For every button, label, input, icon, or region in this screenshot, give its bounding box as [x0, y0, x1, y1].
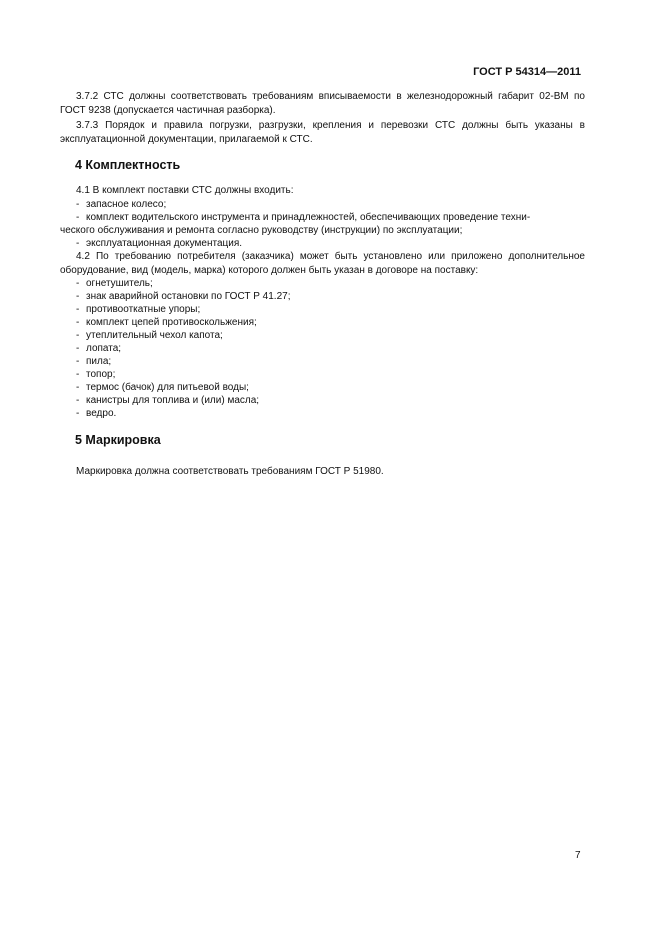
list-item: - эксплуатационная документация. — [76, 238, 243, 249]
list-item: - комплект водительского инструмента и принадлежностей, обеспечивающих проведение техни- — [76, 212, 531, 223]
list-item: - пила; — [76, 356, 112, 367]
section-5-text: Маркировка должна соответствовать требованиям ГОСТ Р 51980. — [76, 466, 384, 477]
list-item: - противооткатные упоры; — [76, 304, 201, 315]
clause-4-2: 4.2 По требованию потребителя (заказчика) может быть установлено или приложено дополнительное оборудование, вид (модель, марка) которого должен быть указан в договоре на поставку: — [60, 251, 585, 276]
clause-3-7-3: 3.7.3 Порядок и правила погрузки, разгрузки, крепления и перевозки СТС должны быть указаны в эксплуатационной документации, прилагаемой к СТС. — [60, 120, 585, 145]
clause-3-7-2: 3.7.2 СТС должны соответствовать требованиям вписываемости в железнодорожный габарит 02-ВМ по ГОСТ 9238 (допускается частичная разборка). — [60, 91, 585, 116]
list-item-continuation: ческого обслуживания и ремонта согласно руководству (инструкции) по эксплуатации; — [60, 225, 463, 236]
list-item: - ведро. — [76, 408, 117, 419]
list-item: - топор; — [76, 369, 116, 380]
list-item: - утеплительный чехол капота; — [76, 330, 223, 341]
page-number: 7 — [575, 850, 581, 861]
list-item: - огнетушитель; — [76, 278, 153, 289]
list-item: - лопата; — [76, 343, 122, 354]
document-code-header: ГОСТ Р 54314—2011 — [473, 66, 581, 78]
list-item: - комплект цепей противоскольжения; — [76, 317, 257, 328]
list-item: - термос (бачок) для питьевой воды; — [76, 382, 249, 393]
list-4-2 — [60, 277, 585, 420]
section-5-heading: 5 Маркировка — [75, 433, 161, 447]
list-item: - знак аварийной остановки по ГОСТ Р 41.27; — [76, 291, 291, 302]
clause-4-1: 4.1 В комплект поставки СТС должны входить: — [76, 185, 294, 196]
section-4-heading: 4 Комплектность — [75, 158, 181, 172]
list-4-1 — [60, 198, 585, 250]
list-item: - канистры для топлива и (или) масла; — [76, 395, 260, 406]
list-item: - запасное колесо; — [76, 199, 167, 210]
